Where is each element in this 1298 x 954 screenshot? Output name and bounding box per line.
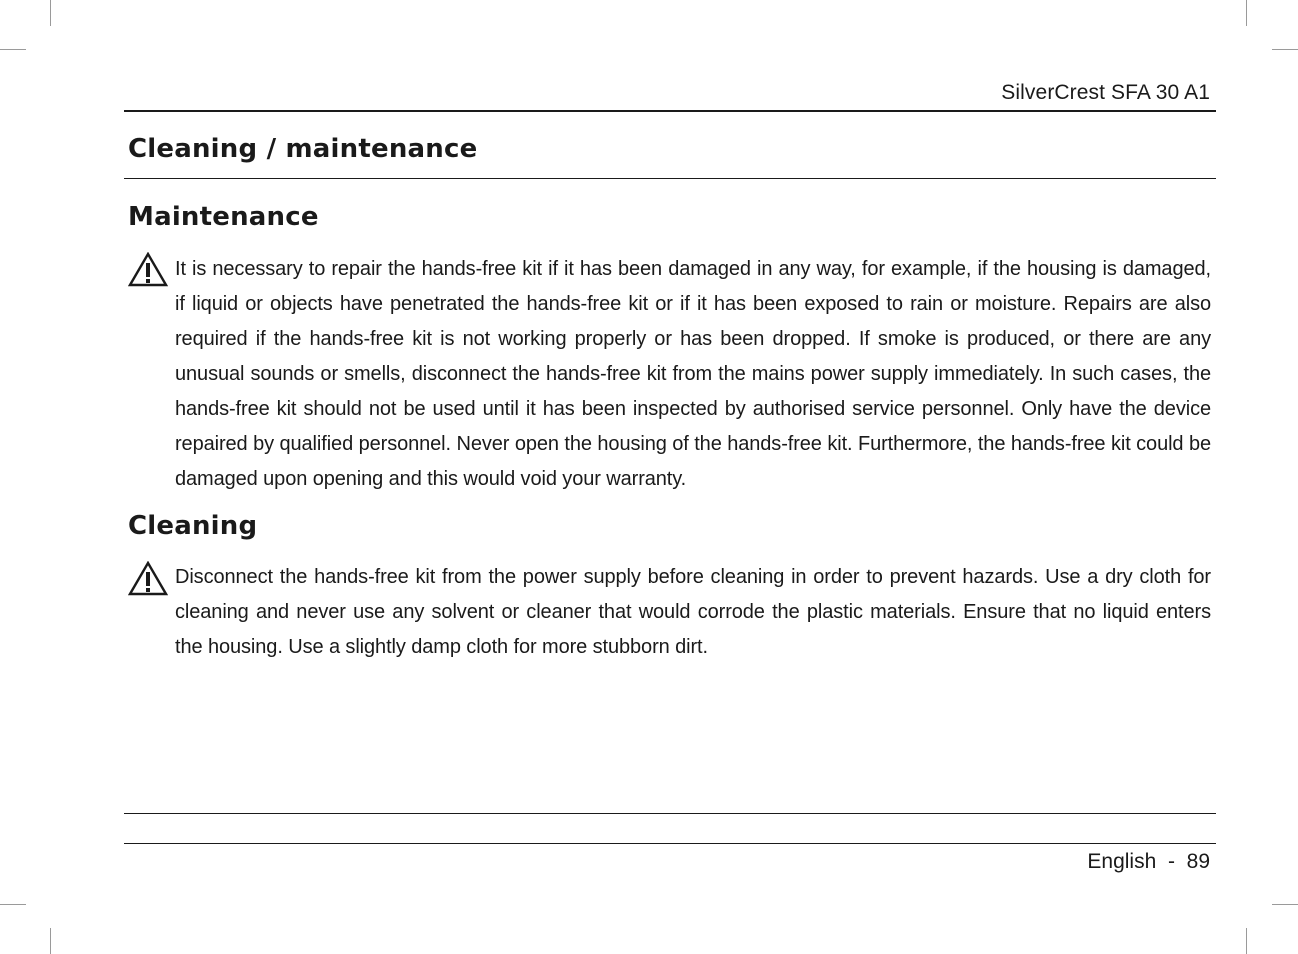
crop-mark-top-right (1246, 0, 1247, 26)
cleaning-heading: Cleaning (128, 511, 258, 541)
crop-mark-top-left (50, 0, 51, 26)
crop-mark-bottom-right-h (1272, 904, 1298, 905)
crop-mark-bottom-left-h (0, 904, 26, 905)
crop-mark-bottom-left (50, 928, 51, 954)
section-title: Cleaning / maintenance (128, 134, 478, 164)
warning-triangle-icon (128, 252, 168, 288)
header-product-name: SilverCrest SFA 30 A1 (1001, 81, 1210, 104)
crop-mark-bottom-right (1246, 928, 1247, 954)
page-footer (1087, 850, 1210, 874)
crop-mark-top-right-h (1272, 49, 1298, 50)
maintenance-text: It is necessary to repair the hands-free kit if it has been damaged in any way, for example, if the housing is damaged, if liquid or objects have penetrated the hands-free kit or if it has been exposed to rain or moisture. Repairs are also required if the hands-free kit is not working properly or has been dropped. If smoke is produced, or there are any unusual sounds or smells, disconnect the hands-free kit from the mains power supply immediately. In such cases, the hands-free kit should not be used until it has been inspected by authorised service personnel. Only have the device repaired by qualified personnel. Never open the housing of the hands-free kit. Furthermore, the hands-free kit could be damaged upon opening and this would void your warranty. (175, 258, 1211, 490)
footer-separator: - (1167, 850, 1175, 873)
cleaning-text: Disconnect the hands-free kit from the power supply before cleaning in order to prevent hazards. Use a dry cloth for cleaning and never use any solvent or cleaner that would corrode the plastic materials. Ensure that no liquid enters the housing. Use a slightly damp cloth for more stubborn dirt. (175, 566, 1211, 658)
footer-language: English (1087, 850, 1157, 873)
footer-rule-top (124, 813, 1216, 814)
header-rule (124, 110, 1216, 112)
footer-rule-bottom (124, 843, 1216, 844)
crop-mark-top-left-h (0, 49, 26, 50)
maintenance-heading: Maintenance (128, 202, 319, 232)
section-rule (124, 178, 1216, 179)
page-number: 89 (1186, 850, 1210, 873)
warning-triangle-icon (128, 561, 168, 597)
